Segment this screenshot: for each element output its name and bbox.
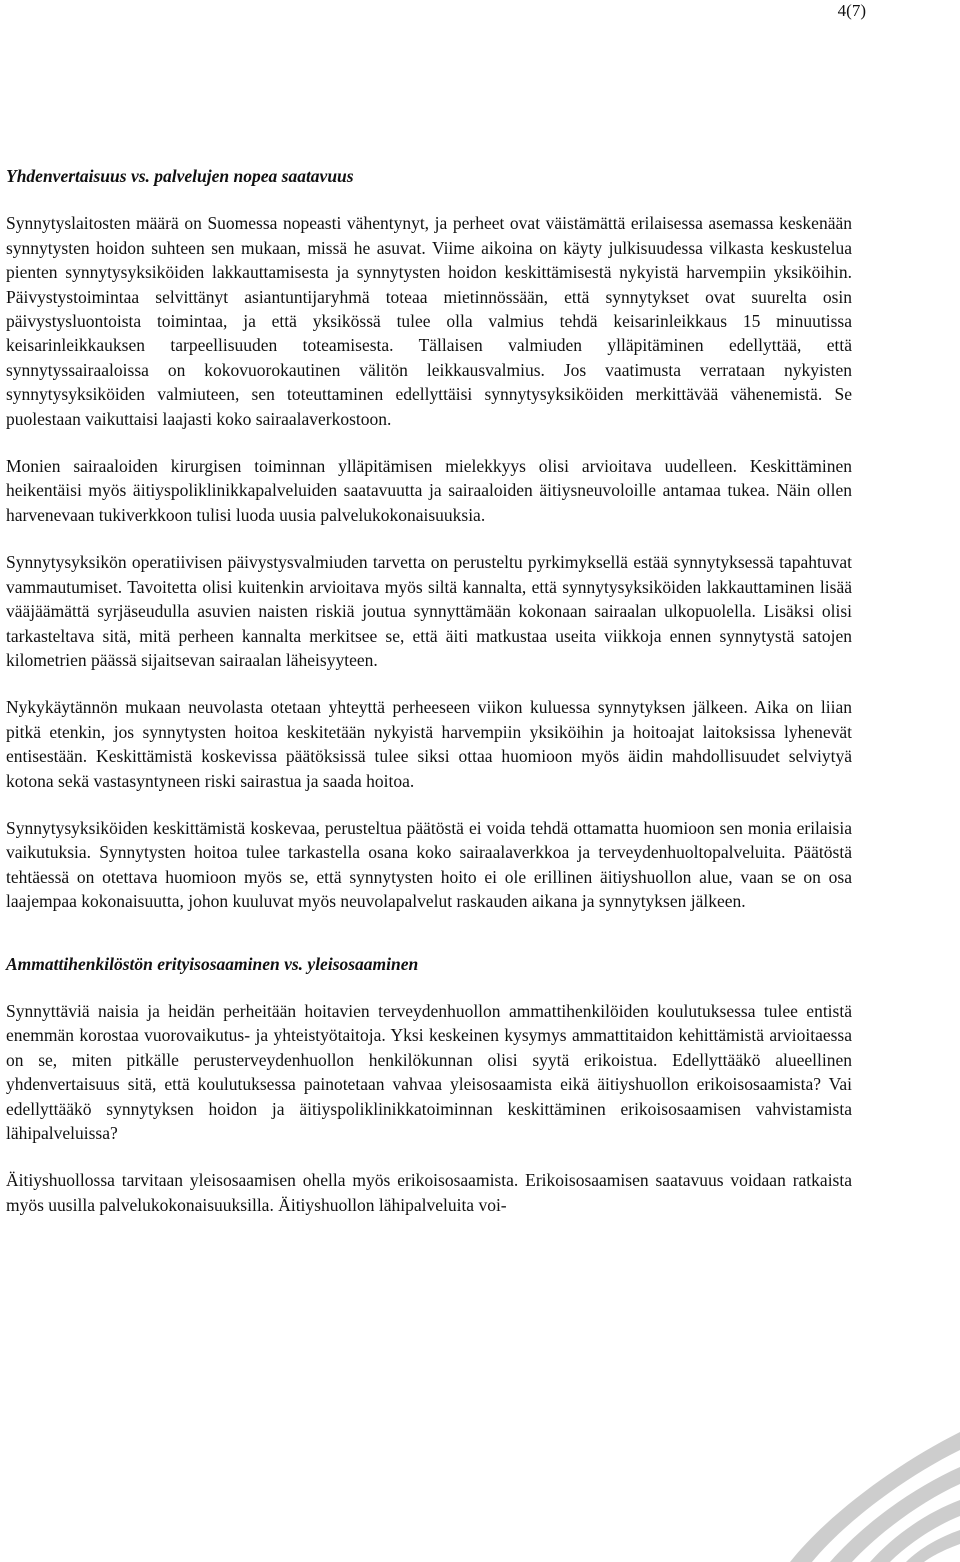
section-heading: Ammattihenkilöstön erityisosaaminen vs. yleisosaaminen (6, 953, 419, 974)
paragraph: Synnytysyksiköiden keskittämistä koskevaa, perusteltua päätöstä ei voida tehdä ottamatta huomioon sen monia erilaisia vaikutuksia. Synnytysten hoitoa tulee tarkastella osana koko sairaalaverkkoa ja terveydenhuoltopalveluita. Päätöstä tehtäessä on otettava huomioon myös se, että synnytysten hoito ei ole erillinen äitiyshuollon alue, vaan se on osa laajempaa kokonaisuutta, johon kuuluvat myös neuvolapalvelut raskauden aikana ja synnytyksen jälkeen. (6, 817, 852, 912)
section-heading: Yhdenvertaisuus vs. palvelujen nopea saatavuus (6, 166, 354, 186)
paragraph: Nykykäytännön mukaan neuvolasta otetaan yhteyttä perheeseen viikon kuluessa synnytyksen jälkeen. Aika on liian pitkä etenkin, jos synnytysten hoitoa keskitetään nykyistä harvempiin yksiköihin ja hoitoajat laitoksissa lyhenevät entisestään. Keskittämistä koskevissa päätöksissä tulee siksi ottaa huomioon myös äidin mahdollisuudet selviytyä kotona sekä vastasyntyneen riski sairastua ja saada hoitoa. (6, 697, 852, 791)
section-expertise (6, 952, 852, 1218)
wave-logo-icon (760, 1362, 960, 1562)
paragraph: Synnytyslaitosten määrä on Suomessa nopeasti vähentynyt, ja perheet ovat väistämättä erilaisessa asemassa keskenään synnytysten hoidon suhteen sen mukaan, missä he asuvat. Viime aikoina on käyty julkisuudessa vilkasta keskustelua pienten synnytysyksiköiden lakkauttamisesta ja synnytysten hoidon keskittämisestä nykyistä harvempiin yksiköihin. Päivystystoimintaa selvittänyt asiantuntijaryhmä toteaa mietinnössään, että synnytykset ovat suurelta osin päivystysluontoista toimintaa, ja että yksikössä tulee olla valmius tehdä keisarinleikkaus 15 minuutissa keisarinleikkauksen tarpeellisuuden toteamisesta. Tällaisen valmiuden ylläpitäminen edellyttää, että synnytyssairaaloissa on kokovuorokautinen välitön leikkausvalmius. Jos vaatimusta verrataan nykyisten synnytysyksiköiden valmiuteen, sen toteuttaminen edellyttäisi synnytysyksiköiden merkittävää vähenemistä. Se puolestaan vaikuttaisi laajasti koko sairaalaverkostoon. (6, 213, 852, 429)
document-body (6, 164, 852, 1240)
paragraph: Monien sairaaloiden kirurgisen toiminnan ylläpitämisen mielekkyys olisi arvioitava uudelleen. Keskittäminen heikentäisi myös äitiyspoliklinikkapalveluiden saatavuutta ja sairaaloiden äitiysneuvoloille antamaa tukea. Näin ollen harvenevaan tukiverkkoon tulisi luoda uusia palvelukokonaisuuksia. (6, 456, 852, 525)
paragraph: Synnyttäviä naisia ja heidän perheitään hoitavien terveydenhuollon ammattihenkilöiden koulutuksessa tulee entistä enemmän korostaa vuorovaikutus- ja yhteistyötaitoja. Yksi keskeinen kysymys ammattitaidon kehittämistä arvioitaessa on se, miten pitkälle perusterveydenhuollon henkilökunnan olisi syytä erikoistua. Edellyttääkö alueellinen yhdenvertaisuus sitä, että koulutuksessa painotetaan vahvaa yleisosaamista eikä äitiyshuollon erikoisosaamista? Vai edellyttääkö synnytyksen hoidon ja äitiyspoliklinikkatoiminnan keskittäminen erikoisosaamisen vahvistamista lähipalveluissa? (6, 1000, 852, 1143)
paragraph: Synnytysyksikön operatiivisen päivystysvalmiuden tarvetta on perusteltu pyrkimyksellä estää synnytyksessä tapahtuvat vammautumiset. Tavoitetta olisi kuitenkin arvioitava myös siltä kannalta, että synnytysyksiköiden lakkauttaminen lisää vääjäämättä syrjäseudulla asuvien naisten riskiä joutua synnyttämään kokonaan sairaalan ulkopuolella. Lisäksi olisi tarkasteltava sitä, mitä perheen kannalta merkitsee se, että äiti matkustaa useita viikkoja ennen synnytystä satojen kilometrien päässä sijaitsevan sairaalan läheisyyteen. (6, 552, 852, 670)
page-number: 4(7) (837, 1, 866, 20)
section-equality (6, 164, 852, 914)
paragraph: Äitiyshuollossa tarvitaan yleisosaamisen ohella myös erikoisosaamista. Erikoisosaamisen saatavuus voidaan ratkaista myös uusilla palvelukokonaisuuksilla. Äitiyshuollon lähipalveluita voi- (6, 1170, 852, 1215)
